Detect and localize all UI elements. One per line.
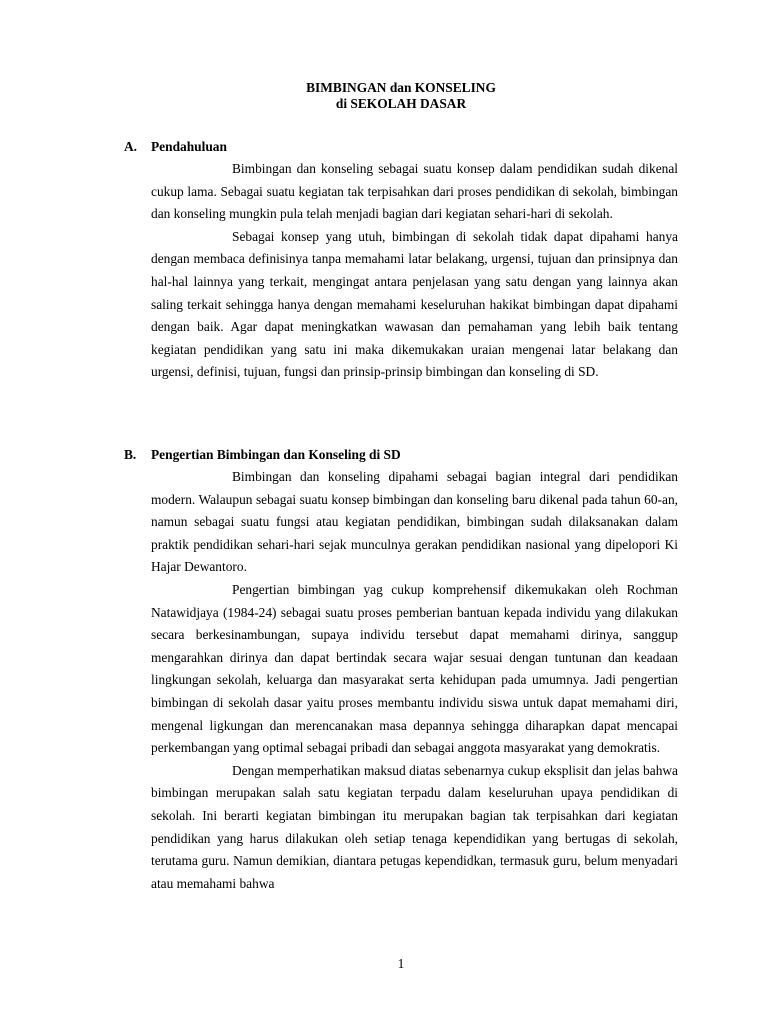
paragraph: Bimbingan dan konseling dipahami sebagai bagian integral dari pendidikan modern. Walaupun sebagai suatu konsep bimbingan dan konseling baru dikenal pada tahun 60-an, namun sebagai suatu fungsi atau kegiatan pendidikan, bimbingan sudah dilaksanakan dalam praktik pendidikan sehari-hari sejak munculnya gerakan pendidikan nasional yang dipelopori Ki Hajar Dewantoro. — [151, 469, 678, 575]
section-a-letter: A. — [124, 139, 138, 154]
section-a-body — [151, 158, 678, 384]
paragraph: Dengan memperhatikan maksud diatas sebenarnya cukup eksplisit dan jelas bahwa bimbingan merupakan salah satu kegiatan terpadu dalam keseluruhan upaya pendidikan di sekolah. Ini berarti kegiatan bimbingan itu merupakan bagian tak terpisahkan dari kegiatan pendidikan yang harus dilakukan oleh setiap tenaga kependidikan yang bertugas di sekolah, terutama guru. Namun demikian, diantara petugas kependidkan, termasuk guru, belum menyadari atau memahami bahwa — [151, 762, 678, 891]
section-b-body — [151, 466, 678, 895]
paragraph: Bimbingan dan konseling sebagai suatu konsep dalam pendidikan sudah dikenal cukup lama. Sebagai suatu kegiatan tak terpisahkan dari proses pendidikan di sekolah, bimbingan dan konseling mungkin pula telah menjadi bagian dari kegiatan sehari-hari di sekolah. — [151, 161, 678, 222]
section-b-letter: B. — [124, 447, 137, 462]
paragraph: Sebagai konsep yang utuh, bimbingan di sekolah tidak dapat dipahami hanya dengan membaca definisinya tanpa memahami latar belakang, urgensi, tujuan dan prinsipnya dan hal-hal lainnya yang terkait, mengingat antara penjelasan yang satu dengan yang lainnya akan saling terkait sehingga hanya dengan memahami keseluruhan hakikat bimbingan dapat dipahami dengan baik. Agar dapat meningkatkan wawasan dan pemahaman yang lebih baik tentang kegiatan pendidikan yang satu ini maka dikemukakan uraian mengenai latar belakang dan urgensi, definisi, tujuan, fungsi dan prinsip-prinsip bimbingan dan konseling di SD. — [151, 228, 678, 380]
title-line-2: di SEKOLAH DASAR — [335, 96, 467, 111]
section-a-title: Pendahuluan — [151, 139, 227, 154]
paragraph: Pengertian bimbingan yag cukup komprehensif dikemukakan oleh Rochman Natawidjaya (1984-24) sebagai suatu proses pemberian bantuan kepada individu yang dilakukan secara berkesinambungan, supaya individu tersebut dapat memahami dirinya, sanggup mengarahkan dirinya dan dapat bertindak secara wajar sesuai dengan tuntunan dan keadaan lingkungan sekolah, keluarga dan masyarakat serta kehidupan pada umumnya. Jadi pengertian bimbingan di sekolah dasar yaitu proses membantu individu siswa untuk dapat memahami diri, mengenal ligkungan dan merencanakan masa depannya sehingga diharapkan dapat mencapai perkembangan yang optimal sebagai pribadi dan sebagai anggota masyarakat yang demokratis. — [151, 581, 678, 756]
document-title — [0, 80, 768, 112]
title-line-1: BIMBINGAN dan KONSELING — [306, 80, 496, 95]
page-number: 1 — [397, 956, 405, 971]
section-b-title: Pengertian Bimbingan dan Konseling di SD — [151, 447, 401, 462]
